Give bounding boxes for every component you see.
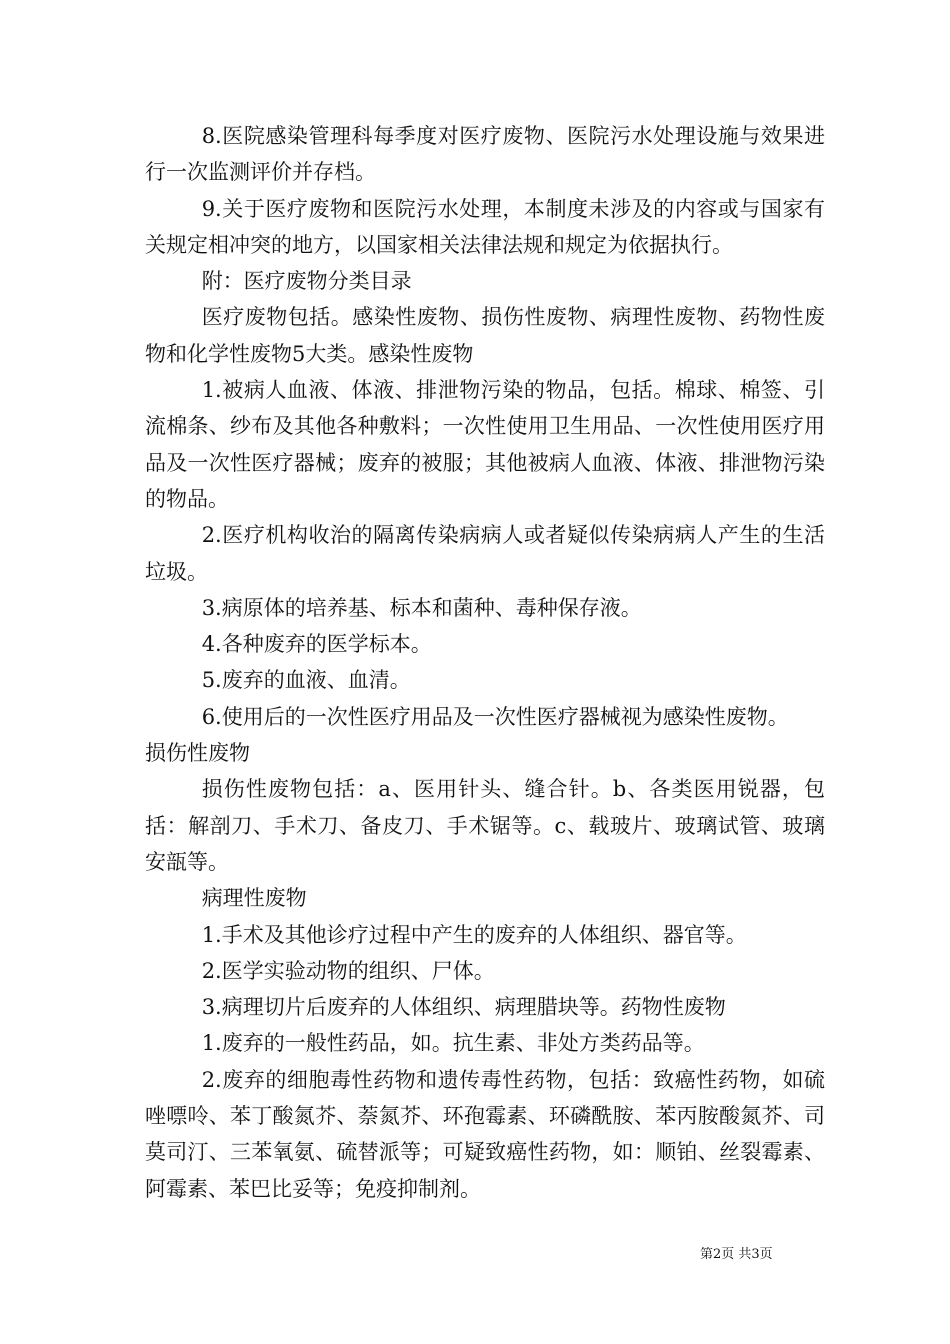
infectious-item-2: 2.医疗机构收治的隔离传染病病人或者疑似传染病病人产生的生活垃圾。 — [145, 523, 825, 584]
document-body — [145, 118, 825, 1207]
infectious-item-4: 4.各种废弃的医学标本。 — [201, 632, 432, 657]
pathological-item-1: 1.手术及其他诊疗过程中产生的废弃的人体组织、器官等。 — [201, 922, 747, 947]
section-heading-pathological: 病理性废物 — [201, 886, 307, 911]
infectious-item-6: 6.使用后的一次性医疗用品及一次性医疗器械视为感染性废物。 — [201, 704, 789, 729]
paragraph-8: 8.医院感染管理科每季度对医疗废物、医院污水处理设施与效果进行一次监测评价并存档。 — [145, 124, 825, 185]
page-number: 第2页 共3页 — [700, 1247, 773, 1262]
infectious-item-1: 1.被病人血液、体液、排泄物污染的物品，包括。棉球、棉签、引流棉条、纱布及其他各种敷料；一次性使用卫生用品、一次性使用医疗用品及一次性医疗器械；废弃的被服；其他被病人血液、体液、排泄物污染的物品。 — [145, 378, 825, 511]
injurious-description: 损伤性废物包括：a、医用针头、缝合针。b、各类医用锐器，包括：解剖刀、手术刀、备皮刀、手术锯等。c、载玻片、玻璃试管、玻璃安瓿等。 — [145, 777, 825, 874]
pharmaceutical-item-1: 1.废弃的一般性药品，如。抗生素、非处方类药品等。 — [201, 1031, 705, 1056]
pharmaceutical-item-2: 2.废弃的细胞毒性药物和遗传毒性药物，包括：致癌性药物，如硫唑嘌呤、苯丁酸氮芥、萘氮芥、环孢霉素、环磷酰胺、苯丙胺酸氮芥、司莫司汀、三苯氧氨、硫替派等；可疑致癌性药物，如：顺铂、丝裂霉素、阿霉素、苯巴比妥等；免疫抑制剂。 — [145, 1067, 825, 1201]
pathological-item-2: 2.医学实验动物的组织、尸体。 — [201, 958, 495, 983]
infectious-item-5: 5.废弃的血液、血清。 — [201, 668, 411, 693]
waste-categories-intro: 医疗废物包括。感染性废物、损伤性废物、病理性废物、药物性废物和化学性废物5大类。感染性废物 — [145, 305, 825, 366]
appendix-heading: 附：医疗废物分类目录 — [201, 269, 412, 294]
paragraph-9: 9.关于医疗废物和医院污水处理，本制度未涉及的内容或与国家有关规定相冲突的地方，以国家相关法律法规和规定为依据执行。 — [145, 196, 825, 257]
section-heading-injurious: 损伤性废物 — [145, 741, 250, 766]
pathological-item-3: 3.病理切片后废弃的人体组织、病理腊块等。药物性废物 — [201, 995, 726, 1020]
infectious-item-3: 3.病原体的培养基、标本和菌种、毒种保存液。 — [201, 595, 642, 620]
